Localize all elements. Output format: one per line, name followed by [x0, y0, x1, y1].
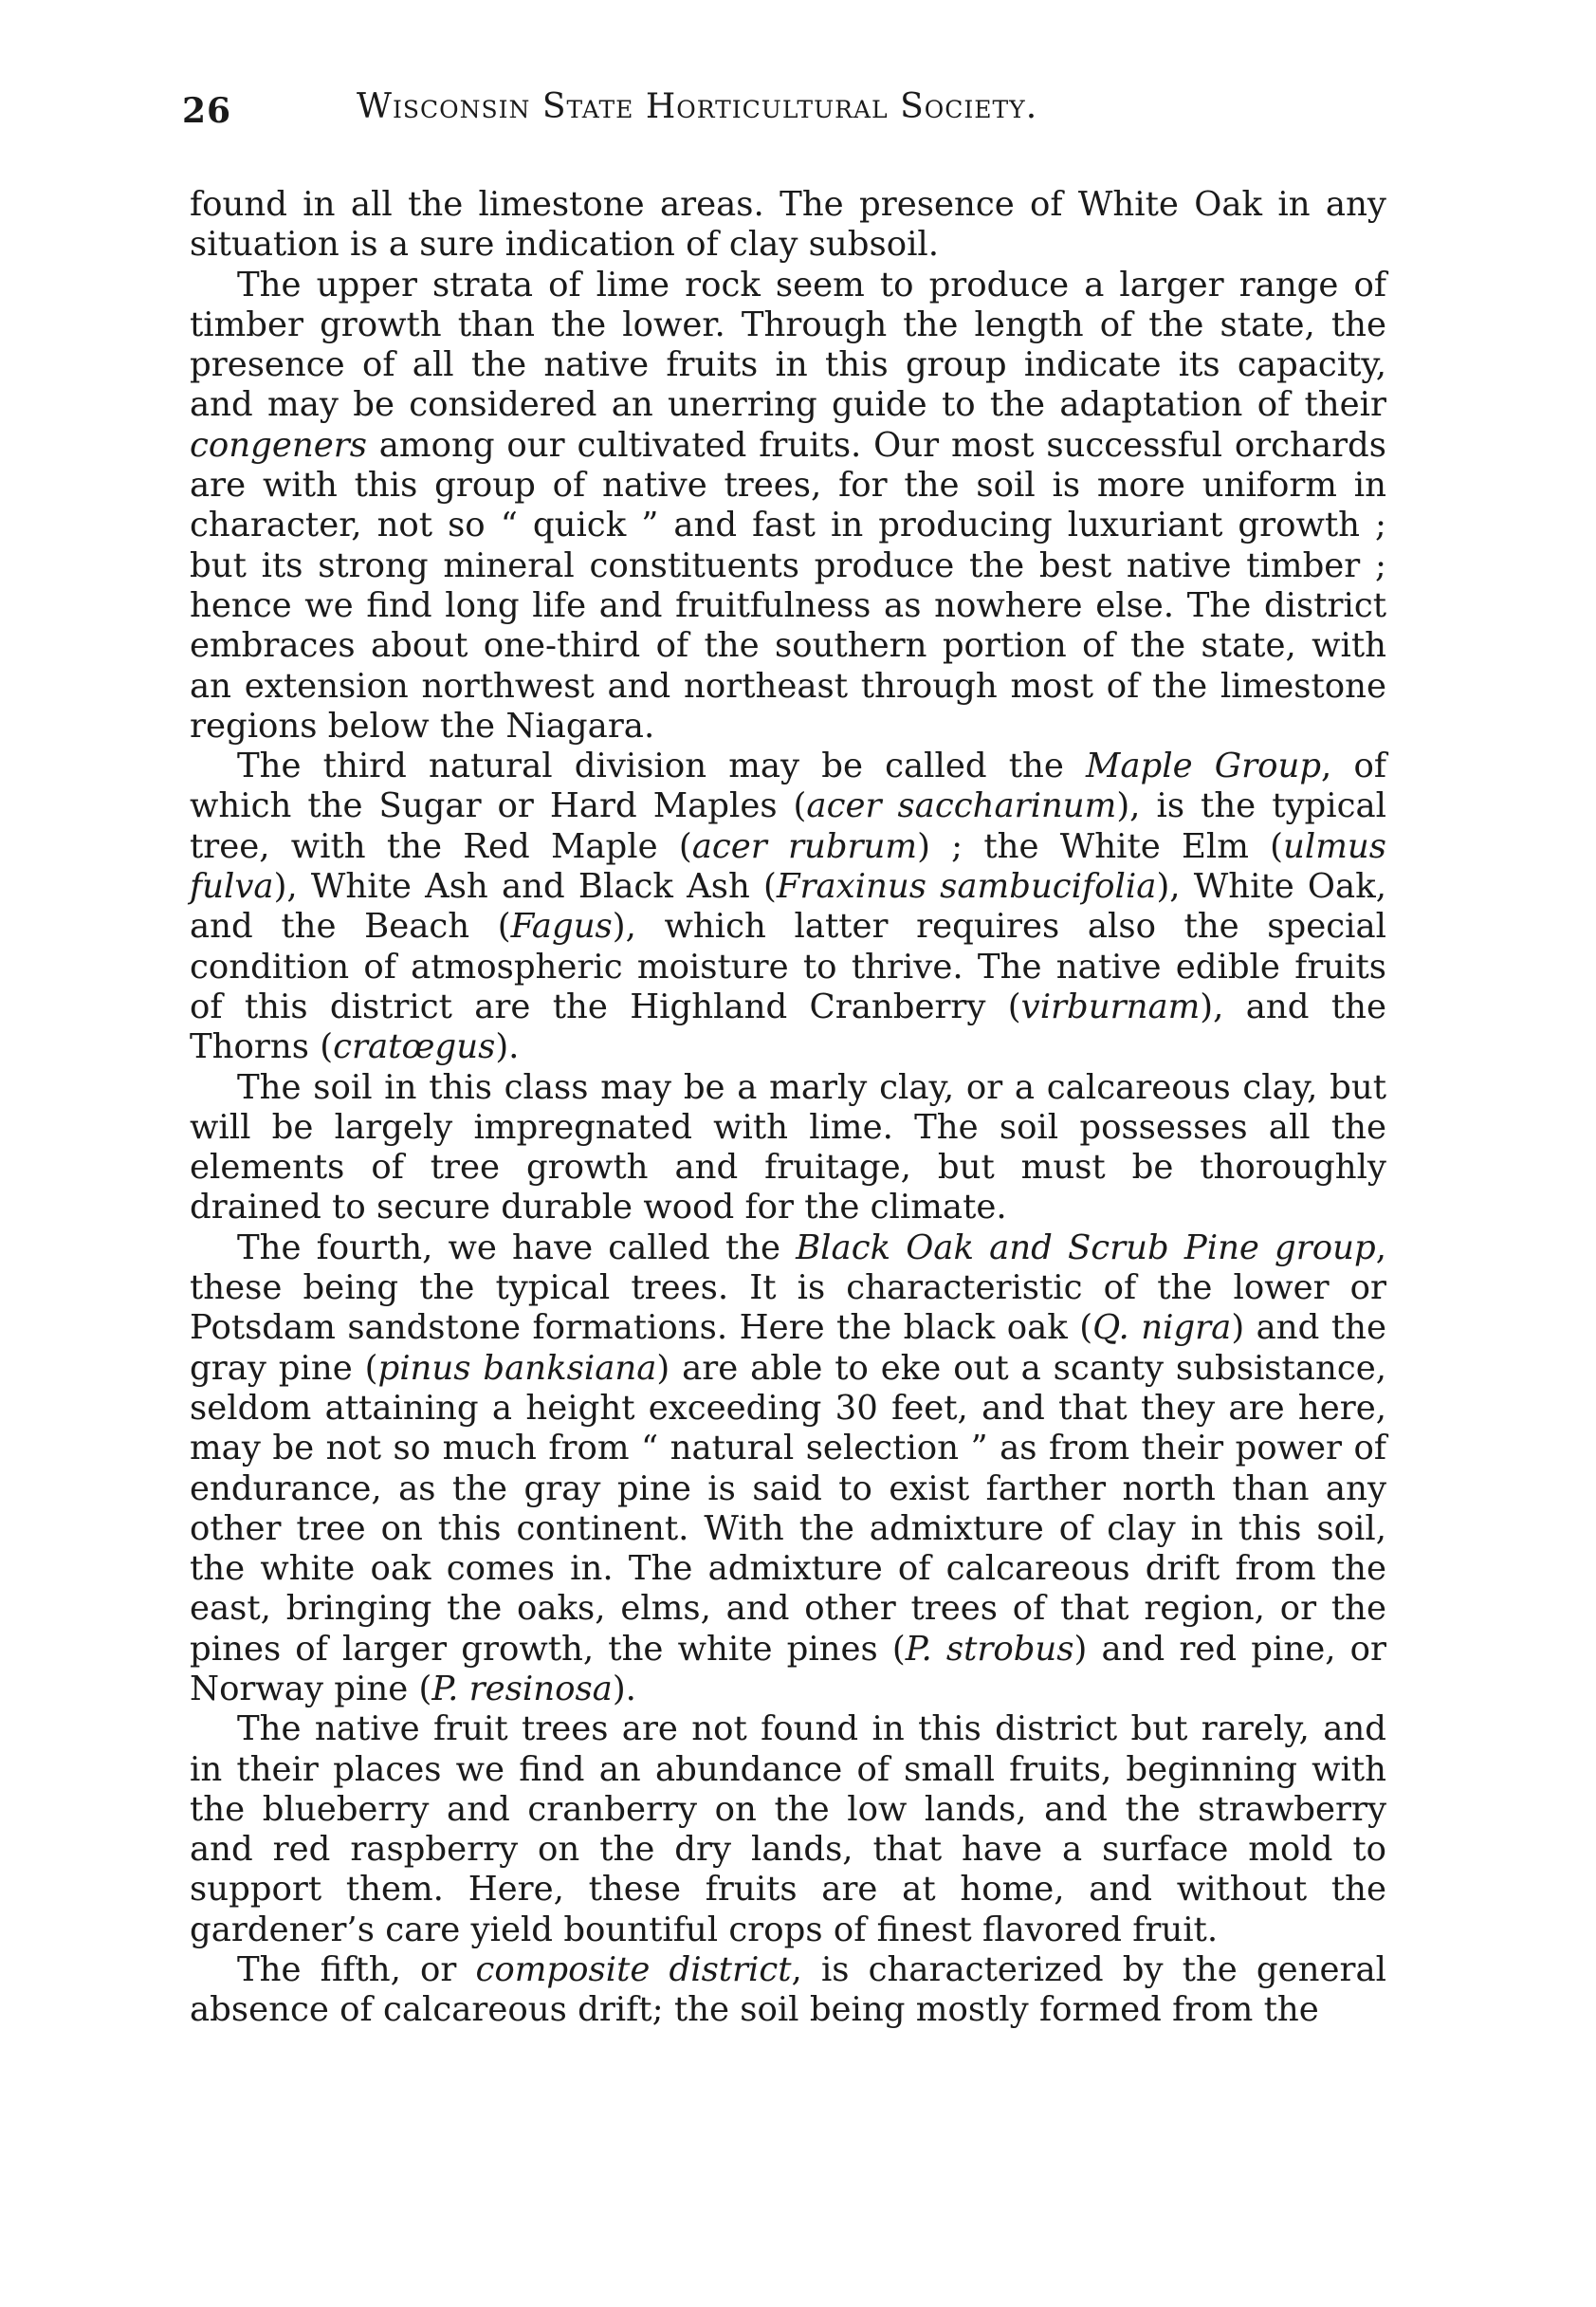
text-run: among our cultivated fruits. Our most successful orchards are with this group of native trees, for the soil is more uniform in character, not so “ quick ” and fast in producing luxuriant growth ; but its strong mineral constituents produce the best native timber ; hence we find long life and fruitfulness as nowhere else. The district embraces about one-third of the southern portion of the state, with an extension northwest and northeast through most of the limestone regions below the Niagara. — [190, 425, 1386, 746]
text-run: ) and the gray pine ( — [190, 1308, 1386, 1388]
page-header — [182, 87, 1225, 144]
paragraph — [190, 1950, 1386, 2031]
italic-term: acer rubrum — [691, 826, 918, 866]
text-run: , of which the Sugar or Hard Maples ( — [190, 747, 1386, 826]
italic-term: P. strobus — [905, 1629, 1074, 1669]
text-run: The third natural division may be called the — [237, 747, 1087, 786]
italic-term: Maple Group — [1086, 747, 1322, 786]
text-run: found in all the limestone areas. The presence of White Oak in any situation is a sure indication of clay subsoil. — [190, 185, 1386, 265]
paragraph — [190, 185, 1386, 266]
text-run: ) are able to eke out a scanty subsistance, seldom attaining a height exceeding 30 feet, and that they are here, may be not so much from “ natural selection ” as from their power of endurance, as the gray pine is said to exist farther north than any other tree on this continent. With the admixture of clay in this soil, the white oak comes in. The admixture of calcareous drift from the east, bringing the oaks, elms, and other trees of that region, or the pines of larger growth, the white pines ( — [190, 1348, 1386, 1669]
italic-term: pinus banksiana — [377, 1348, 657, 1388]
text-run: The native fruit trees are not found in this district but rarely, and in their places we find an abundance of small fruits, beginning with the blueberry and cranberry on the low lands, and the strawberry and red raspberry on the dry lands, that have a surface mold to support them. Here, these fruits are at home, and without the gardener’s care yield bountiful crops of finest flavored fruit. — [190, 1709, 1386, 1949]
text-run: ) ; the White Elm ( — [917, 826, 1284, 866]
page-number: 26 — [182, 91, 232, 131]
italic-term: ulmus fulva — [190, 826, 1386, 907]
text-run: ). — [495, 1027, 520, 1067]
body-text — [190, 185, 1386, 2031]
text-run: The fifth, or — [237, 1950, 476, 1990]
text-run: The soil in this class may be a marly clay, or a calcareous clay, but will be largely impregnated with lime. The soil possesses all the elements of tree growth and fruitage, but must be thoroughly drained to secure durable wood for the climate. — [190, 1067, 1386, 1227]
text-run: ). — [612, 1669, 636, 1708]
italic-term: virburnam — [1020, 987, 1201, 1026]
text-run: , is characterized by the general absence of calcareous drift; the soil being mostly formed from the — [190, 1950, 1386, 2030]
text-run: ) and red pine, or Norway pine ( — [190, 1629, 1386, 1708]
paragraph — [190, 1228, 1386, 1710]
text-run: ), and the Thorns ( — [190, 987, 1386, 1067]
italic-term: Fagus — [510, 907, 613, 947]
text-run: ), is the typical tree, with the Red Maple ( — [190, 786, 1386, 866]
text-run: ), White Ash and Black Ash ( — [273, 867, 777, 907]
text-run: , these being the typical trees. It is characteristic of the lower or Potsdam sandstone formations. Here the black oak ( — [190, 1227, 1387, 1348]
italic-term: Fraxinus sambucifolia — [776, 867, 1157, 907]
italic-term: Q. nigra — [1092, 1308, 1232, 1348]
paragraph — [190, 1068, 1386, 1228]
text-run: The fourth, we have called the — [237, 1227, 797, 1267]
text-run: ), White Oak, and the Beach ( — [190, 867, 1387, 947]
running-title: Wisconsin State Horticultural Society. — [357, 87, 1038, 126]
italic-term: acer saccharinum — [806, 786, 1117, 826]
paragraph — [190, 1709, 1386, 1950]
text-run: ), which latter requires also the special condition of atmospheric moisture to thrive. The native edible fruits of this district are the Highland Cranberry ( — [190, 907, 1386, 1026]
italic-term: Black Oak and Scrub Pine group — [796, 1227, 1376, 1267]
italic-term: composite district — [475, 1950, 792, 1990]
italic-term: P. resinosa — [431, 1669, 613, 1708]
italic-term: congeners — [190, 425, 367, 465]
paragraph — [190, 266, 1386, 747]
italic-term: cratœgus — [333, 1027, 496, 1067]
paragraph — [190, 747, 1386, 1067]
text-run: The upper strata of lime rock seem to produce a larger range of timber growth than the lower. Through the length of the state, the presence of all the native fruits in this group indicate its capacity, and may be considered an unerring guide to the adaptation of their — [190, 265, 1386, 425]
